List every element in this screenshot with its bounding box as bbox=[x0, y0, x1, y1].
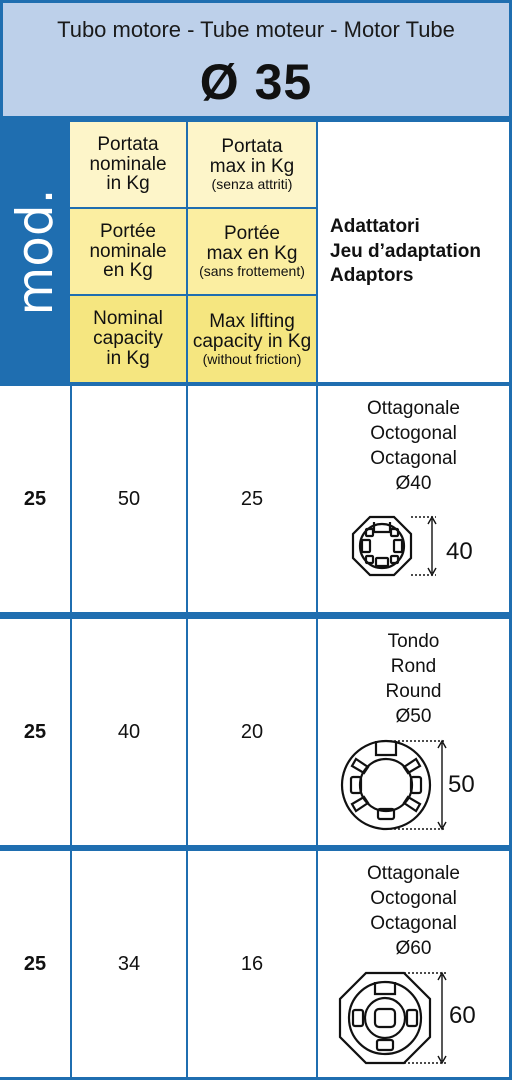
adaptor-size: 50 bbox=[448, 771, 475, 798]
table-row bbox=[0, 386, 512, 612]
nominal-value: 40 bbox=[72, 619, 186, 845]
max-header-it bbox=[188, 122, 316, 207]
adaptor-size: 40 bbox=[446, 538, 473, 565]
adaptor-cell bbox=[318, 619, 509, 845]
header-line: en Kg bbox=[103, 260, 153, 282]
header bbox=[3, 3, 509, 116]
octagon-large-adaptor-icon bbox=[318, 851, 509, 1077]
header-line: capacity bbox=[93, 328, 163, 350]
adaptor-size: 60 bbox=[449, 1002, 476, 1029]
adaptor-name: Round bbox=[385, 681, 442, 703]
nominal-header-fr bbox=[70, 209, 186, 294]
adaptor-name: Tondo bbox=[387, 631, 440, 652]
header-line: Portata bbox=[221, 136, 283, 158]
header-line: Portée bbox=[224, 223, 280, 245]
adaptor-cell bbox=[318, 386, 509, 612]
mod-value: 25 bbox=[0, 851, 70, 1077]
max-header-fr bbox=[188, 209, 316, 294]
adaptor-name: Rond bbox=[390, 656, 437, 678]
max-value: 16 bbox=[188, 851, 316, 1077]
header-line: max en Kg bbox=[206, 243, 298, 265]
header-line: Portée bbox=[100, 220, 156, 242]
header-line: in Kg bbox=[106, 173, 150, 195]
header-line: Portata bbox=[97, 133, 159, 155]
adaptor-name: Ø50 bbox=[395, 706, 432, 728]
header-line: Adaptors bbox=[330, 265, 414, 287]
header-line: Nominal bbox=[93, 308, 163, 330]
header-title: Tubo motore - Tube moteur - Motor Tube bbox=[57, 17, 455, 42]
tube-diameter: Ø 35 bbox=[199, 54, 313, 110]
mod-value: 25 bbox=[0, 386, 70, 612]
adaptor-name: Octagonal bbox=[370, 448, 457, 470]
nominal-value: 50 bbox=[72, 386, 186, 612]
adaptor-name: Octogonal bbox=[370, 423, 457, 445]
header-line: Max lifting bbox=[209, 310, 295, 332]
header-line: capacity in Kg bbox=[192, 330, 312, 352]
table-row bbox=[0, 619, 512, 845]
adaptor-name: Ottagonale bbox=[367, 863, 460, 884]
octagon-adaptor-icon bbox=[318, 386, 509, 612]
header-line: Jeu d’adaptation bbox=[330, 240, 481, 262]
mod-label: mod. bbox=[6, 188, 64, 316]
header-line: max in Kg bbox=[209, 156, 295, 178]
header-line: nominale bbox=[89, 153, 167, 175]
adaptor-cell bbox=[318, 851, 509, 1077]
nominal-header-it bbox=[70, 122, 186, 207]
adaptor-name: Octagonal bbox=[370, 913, 457, 935]
header-line: in Kg bbox=[106, 347, 150, 369]
header-note: (sans frottement) bbox=[199, 263, 305, 280]
header-line: Adattatori bbox=[330, 215, 420, 237]
nominal-value: 34 bbox=[72, 851, 186, 1077]
max-value: 25 bbox=[188, 386, 316, 612]
mod-value: 25 bbox=[0, 619, 70, 845]
header-note: (without friction) bbox=[202, 350, 302, 367]
round-adaptor-icon bbox=[318, 619, 509, 845]
adaptor-name: Ø40 bbox=[395, 473, 432, 495]
header-line: nominale bbox=[89, 240, 167, 262]
max-value: 20 bbox=[188, 619, 316, 845]
adaptors-header bbox=[318, 122, 509, 382]
nominal-header-en bbox=[70, 296, 186, 382]
adaptor-name: Ø60 bbox=[395, 938, 432, 960]
table-row bbox=[0, 851, 512, 1077]
adaptor-name: Octogonal bbox=[370, 888, 457, 910]
header-note: (senza attriti) bbox=[211, 176, 293, 193]
max-header-en bbox=[188, 296, 316, 382]
adaptor-name: Ottagonale bbox=[367, 398, 460, 419]
